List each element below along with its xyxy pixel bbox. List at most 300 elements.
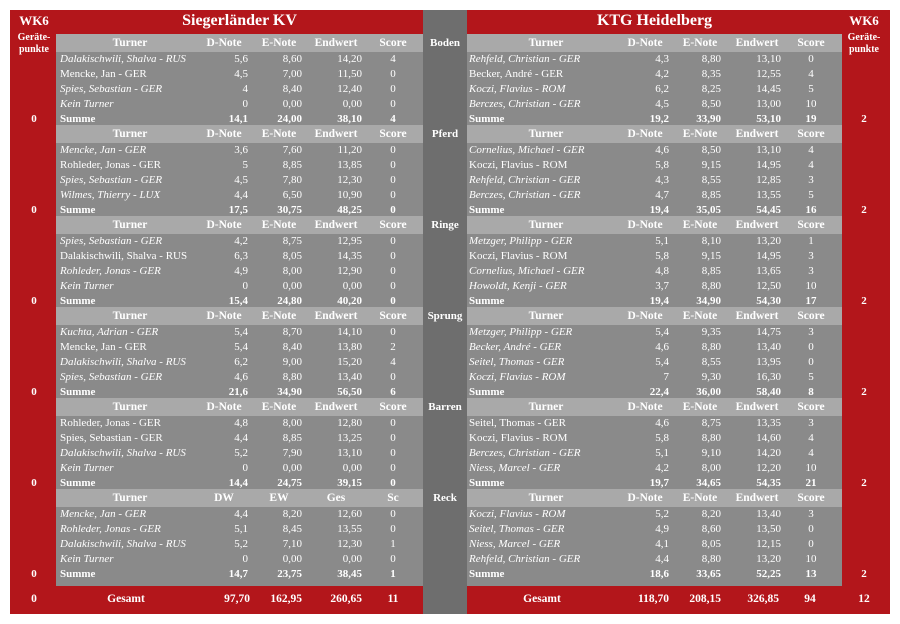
cell-d-note: 5,8 — [655, 432, 669, 444]
away-gymnast-row — [467, 522, 842, 537]
column-header-score: Score — [797, 219, 825, 231]
cell-e-note: 8,50 — [701, 144, 721, 156]
cell-endwert: 14,60 — [756, 432, 781, 444]
cell-e-note: 8,85 — [282, 159, 302, 171]
home-total-endwert: 260,65 — [330, 593, 362, 605]
home-sum-row — [56, 567, 423, 582]
column-header-turner: Turner — [112, 310, 148, 322]
sum-endwert: 40,20 — [337, 295, 362, 307]
cell-endwert: 11,20 — [337, 144, 362, 156]
cell-e-note: 8,80 — [701, 280, 721, 292]
sum-label: Summe — [469, 113, 505, 125]
cell-endwert: 12,90 — [337, 265, 362, 277]
gymnast-name: Kein Turner — [60, 553, 114, 565]
cell-score: 4 — [808, 447, 814, 459]
home-gymnast-row — [56, 158, 423, 173]
gymnast-name: Rohleder, Jonas - GER — [60, 159, 161, 171]
sum-endwert: 53,10 — [756, 113, 781, 125]
sum-score: 21 — [805, 477, 817, 489]
sum-e-note: 35,05 — [696, 204, 721, 216]
column-header-e-note: E-Note — [682, 492, 718, 504]
gymnast-name: Koczi, Flavius - ROM — [469, 250, 568, 262]
cell-d-note: 4,4 — [234, 189, 248, 201]
cell-endwert: 0,00 — [342, 280, 362, 292]
away-geraetepunkte-value: 2 — [861, 204, 867, 216]
cell-endwert: 13,55 — [756, 189, 781, 201]
cell-e-note: 8,10 — [701, 235, 721, 247]
cell-endwert: 13,65 — [756, 265, 781, 277]
cell-score: 3 — [808, 250, 814, 262]
column-header-d-note: D-Note — [206, 401, 242, 413]
gymnast-name: Berczes, Christian - GER — [469, 447, 581, 459]
cell-e-note: 0,00 — [282, 98, 302, 110]
away-wk-label: WK6 — [849, 13, 879, 28]
away-sum-row — [467, 567, 842, 582]
sum-d-note: 18,6 — [649, 568, 669, 580]
gymnast-name: Rehfeld, Christian - GER — [469, 553, 581, 565]
gymnast-name: Howoldt, Kenji - GER — [469, 280, 567, 292]
gymnast-name: Dalakischwili, Shalva - RUS — [60, 356, 186, 368]
cell-score: 4 — [808, 432, 814, 444]
cell-endwert: 14,35 — [337, 250, 362, 262]
sum-score: 0 — [390, 295, 396, 307]
cell-e-note: 8,85 — [282, 432, 302, 444]
home-geraetepunkte-value: 0 — [31, 295, 37, 307]
away-table-header — [467, 489, 842, 507]
sum-label: Summe — [469, 295, 505, 307]
away-table-header — [467, 125, 842, 143]
column-header-e-note: E-Note — [261, 310, 297, 322]
cell-endwert: 16,30 — [756, 371, 781, 383]
cell-endwert: 13,10 — [756, 53, 781, 65]
column-header-turner: Turner — [528, 37, 564, 49]
cell-score: 5 — [808, 83, 814, 95]
home-gymnast-row — [56, 552, 423, 567]
cell-endwert: 13,20 — [756, 553, 781, 565]
gymnast-name: Rohleder, Jonas - GER — [60, 417, 161, 429]
cell-e-note: 8,20 — [701, 508, 721, 520]
cell-e-note: 8,00 — [282, 417, 302, 429]
cell-score: 0 — [390, 432, 396, 444]
cell-endwert: 13,20 — [756, 235, 781, 247]
cell-score: 2 — [390, 341, 396, 353]
home-geraetepunkte-value: 0 — [31, 204, 37, 216]
sum-label: Summe — [60, 386, 96, 398]
gymnast-name: Niess, Marcel - GER — [469, 462, 561, 474]
cell-endwert: 14,20 — [337, 53, 362, 65]
cell-d-note: 4,6 — [655, 341, 669, 353]
home-gymnast-row — [56, 431, 423, 446]
cell-d-note: 4,2 — [655, 462, 669, 474]
cell-score: 3 — [808, 265, 814, 277]
gymnast-name: Rehfeld, Christian - GER — [469, 53, 581, 65]
cell-d-note: 5 — [242, 159, 248, 171]
away-geraetepunkte-value: 2 — [861, 295, 867, 307]
sum-e-note: 24,75 — [277, 477, 302, 489]
home-gymnast-row — [56, 67, 423, 82]
apparatus-label: Barren — [428, 401, 462, 413]
cell-e-note: 8,80 — [701, 553, 721, 565]
cell-d-note: 5,4 — [234, 326, 248, 338]
home-gymnast-row — [56, 446, 423, 461]
away-gymnast-row — [467, 67, 842, 82]
gymnast-name: Koczi, Flavius - ROM — [469, 371, 566, 383]
away-gymnast-row — [467, 370, 842, 385]
cell-e-note: 8,40 — [282, 341, 302, 353]
cell-d-note: 6,2 — [655, 83, 669, 95]
column-header-endwert: Endwert — [735, 492, 779, 504]
cell-endwert: 13,55 — [337, 523, 362, 535]
gymnast-name: Spies, Sebastian - GER — [60, 371, 163, 383]
sum-score: 0 — [390, 204, 396, 216]
cell-d-note: 3,6 — [234, 144, 248, 156]
cell-score: 0 — [390, 83, 396, 95]
cell-d-note: 6,2 — [234, 356, 248, 368]
cell-endwert: 13,00 — [756, 98, 781, 110]
cell-score: 4 — [808, 159, 814, 171]
column-header-d-note: DW — [214, 492, 234, 504]
home-gymnast-row — [56, 537, 423, 552]
cell-e-note: 8,75 — [701, 417, 721, 429]
cell-d-note: 4,8 — [655, 265, 669, 277]
sum-label: Summe — [60, 295, 96, 307]
sum-score: 19 — [805, 113, 817, 125]
cell-d-note: 4,6 — [655, 417, 669, 429]
cell-endwert: 0,00 — [342, 462, 362, 474]
home-gymnast-row — [56, 82, 423, 97]
cell-score: 0 — [390, 265, 396, 277]
column-header-turner: Turner — [528, 219, 564, 231]
cell-e-note: 8,75 — [282, 235, 302, 247]
away-gymnast-row — [467, 264, 842, 279]
column-header-endwert: Endwert — [314, 128, 358, 140]
home-score-panel — [56, 34, 423, 586]
column-header-turner: Turner — [528, 310, 564, 322]
cell-endwert: 11,50 — [337, 68, 362, 80]
cell-e-note: 8,35 — [701, 68, 721, 80]
cell-score: 4 — [808, 68, 814, 80]
cell-d-note: 3,7 — [655, 280, 669, 292]
cell-e-note: 9,10 — [701, 447, 721, 459]
cell-e-note: 8,85 — [701, 265, 721, 277]
home-gymnast-row — [56, 279, 423, 294]
cell-d-note: 4,9 — [655, 523, 669, 535]
cell-d-note: 4,1 — [655, 538, 669, 550]
home-geraetepunkte-value: 0 — [31, 113, 37, 125]
cell-endwert: 12,40 — [337, 83, 362, 95]
home-gymnast-row — [56, 461, 423, 476]
sum-e-note: 23,75 — [277, 568, 302, 580]
home-table-header — [56, 216, 423, 234]
column-header-turner: Turner — [112, 492, 148, 504]
away-gymnast-row — [467, 249, 842, 264]
cell-d-note: 0 — [242, 553, 248, 565]
column-header-turner: Turner — [528, 492, 564, 504]
cell-d-note: 5,4 — [234, 341, 248, 353]
cell-score: 0 — [808, 53, 814, 65]
apparatus-label: Ringe — [431, 219, 459, 231]
sum-d-note: 19,4 — [649, 295, 669, 307]
column-header-d-note: D-Note — [627, 401, 663, 413]
sum-e-note: 34,90 — [277, 386, 302, 398]
column-header-endwert: Endwert — [314, 219, 358, 231]
cell-score: 0 — [390, 250, 396, 262]
away-score-panel — [467, 34, 842, 586]
cell-e-note: 7,10 — [282, 538, 302, 550]
away-gymnast-row — [467, 431, 842, 446]
cell-e-note: 8,70 — [282, 326, 302, 338]
away-gymnast-row — [467, 279, 842, 294]
sum-endwert: 38,10 — [337, 113, 362, 125]
away-gymnast-row — [467, 416, 842, 431]
apparatus-label: Pferd — [431, 128, 459, 140]
cell-e-note: 8,80 — [701, 341, 721, 353]
cell-d-note: 5,1 — [655, 235, 669, 247]
column-header-e-note: E-Note — [682, 401, 718, 413]
cell-e-note: 8,05 — [701, 538, 721, 550]
home-gymnast-row — [56, 416, 423, 431]
column-header-e-note: E-Note — [261, 219, 297, 231]
away-gymnast-row — [467, 340, 842, 355]
home-gymnast-row — [56, 325, 423, 340]
cell-score: 0 — [390, 280, 396, 292]
away-gymnast-row — [467, 188, 842, 203]
column-header-score: Score — [379, 128, 407, 140]
cell-endwert: 12,80 — [337, 417, 362, 429]
cell-endwert: 14,95 — [756, 159, 781, 171]
cell-d-note: 0 — [242, 462, 248, 474]
gymnast-name: Koczi, Flavius - ROM — [469, 83, 566, 95]
cell-d-note: 4,7 — [655, 189, 669, 201]
cell-e-note: 8,80 — [701, 53, 721, 65]
cell-endwert: 12,85 — [756, 174, 781, 186]
column-header-e-note: EW — [269, 492, 289, 504]
column-header-e-note: E-Note — [261, 401, 297, 413]
cell-e-note: 9,15 — [701, 250, 721, 262]
cell-d-note: 5,8 — [655, 159, 669, 171]
cell-d-note: 5,4 — [655, 326, 669, 338]
column-header-d-note: D-Note — [206, 219, 242, 231]
cell-endwert: 13,10 — [756, 144, 781, 156]
column-header-score: Score — [797, 401, 825, 413]
cell-endwert: 10,90 — [337, 189, 362, 201]
cell-e-note: 7,60 — [282, 144, 302, 156]
home-geraetepunkte-value: 0 — [31, 568, 37, 580]
gymnast-name: Wilmes, Thierry - LUX — [60, 189, 161, 201]
sum-d-note: 17,5 — [228, 204, 248, 216]
away-gymnast-row — [467, 52, 842, 67]
home-table-header — [56, 307, 423, 325]
cell-score: 0 — [390, 159, 396, 171]
home-gymnast-row — [56, 97, 423, 112]
sum-label: Summe — [469, 568, 505, 580]
sum-endwert: 58,40 — [756, 386, 781, 398]
gymnast-name: Seitel, Thomas - GER — [469, 417, 566, 429]
column-header-endwert: Endwert — [735, 310, 779, 322]
column-header-d-note: D-Note — [627, 310, 663, 322]
cell-score: 0 — [390, 189, 396, 201]
cell-e-note: 0,00 — [282, 462, 302, 474]
cell-score: 4 — [390, 356, 396, 368]
cell-e-note: 8,60 — [701, 523, 721, 535]
cell-e-note: 9,35 — [701, 326, 721, 338]
sum-d-note: 19,2 — [649, 113, 669, 125]
cell-d-note: 4,8 — [234, 417, 248, 429]
sum-label: Summe — [60, 113, 96, 125]
column-header-score: Score — [797, 310, 825, 322]
away-gymnast-row — [467, 446, 842, 461]
cell-e-note: 0,00 — [282, 553, 302, 565]
away-gymnast-row — [467, 158, 842, 173]
sum-d-note: 19,4 — [649, 204, 669, 216]
sum-label: Summe — [60, 568, 96, 580]
cell-score: 4 — [390, 53, 396, 65]
away-total-endwert: 326,85 — [747, 593, 779, 605]
cell-score: 0 — [808, 523, 814, 535]
cell-e-note: 8,80 — [701, 432, 721, 444]
sum-d-note: 15,4 — [228, 295, 248, 307]
away-gymnast-row — [467, 97, 842, 112]
cell-score: 1 — [390, 538, 396, 550]
away-table-header — [467, 307, 842, 325]
sum-e-note: 24,80 — [277, 295, 302, 307]
column-header-endwert: Endwert — [735, 128, 779, 140]
home-gymnast-row — [56, 173, 423, 188]
gymnast-name: Dalakischwili, Shalva - RUS — [60, 53, 186, 65]
column-header-endwert: Endwert — [314, 37, 358, 49]
cell-d-note: 4,5 — [234, 68, 248, 80]
column-header-endwert: Endwert — [735, 219, 779, 231]
gymnast-name: Spies, Sebastian - GER — [60, 235, 163, 247]
away-gymnast-row — [467, 234, 842, 249]
column-header-e-note: E-Note — [682, 310, 718, 322]
column-header-turner: Turner — [112, 128, 148, 140]
sum-score: 6 — [390, 386, 396, 398]
column-header-e-note: E-Note — [682, 128, 718, 140]
column-header-score: Score — [797, 37, 825, 49]
cell-d-note: 4,4 — [234, 508, 248, 520]
cell-score: 10 — [805, 462, 817, 474]
sum-e-note: 34,65 — [696, 477, 721, 489]
gymnast-name: Koczi, Flavius - ROM — [469, 508, 566, 520]
cell-endwert: 14,10 — [337, 326, 362, 338]
away-table-header — [467, 216, 842, 234]
sum-d-note: 14,4 — [228, 477, 248, 489]
cell-d-note: 5,1 — [234, 523, 248, 535]
cell-e-note: 8,50 — [701, 98, 721, 110]
cell-score: 0 — [390, 371, 396, 383]
cell-e-note: 8,45 — [282, 523, 302, 535]
sum-label: Summe — [469, 477, 505, 489]
cell-e-note: 8,00 — [282, 265, 302, 277]
cell-score: 10 — [805, 98, 817, 110]
cell-endwert: 12,15 — [756, 538, 781, 550]
gymnast-name: Spies, Sebastian - GER — [60, 432, 163, 444]
cell-endwert: 13,40 — [337, 371, 362, 383]
cell-endwert: 14,95 — [756, 250, 781, 262]
away-gymnast-row — [467, 507, 842, 522]
sum-score: 4 — [390, 113, 396, 125]
cell-d-note: 4,2 — [234, 235, 248, 247]
cell-d-note: 4,3 — [655, 53, 669, 65]
cell-score: 0 — [390, 326, 396, 338]
column-header-endwert: Endwert — [314, 310, 358, 322]
sum-endwert: 54,35 — [756, 477, 781, 489]
gymnast-name: Rohleder, Jonas - GER — [60, 265, 161, 277]
home-total-points: 0 — [31, 593, 37, 605]
cell-d-note: 4,4 — [655, 553, 669, 565]
apparatus-label: Boden — [430, 37, 460, 49]
away-geraetepunkte-value: 2 — [861, 113, 867, 125]
home-total-d: 97,70 — [224, 593, 250, 605]
cell-endwert: 14,20 — [756, 447, 781, 459]
sum-label: Summe — [60, 204, 96, 216]
away-total-score: 94 — [804, 593, 816, 605]
gymnast-name: Dalakischwili, Shalva - RUS — [60, 447, 186, 459]
cell-score: 0 — [390, 447, 396, 459]
column-header-turner: Turner — [112, 219, 148, 231]
sum-label: Summe — [469, 204, 505, 216]
column-header-e-note: E-Note — [682, 37, 718, 49]
home-table-header — [56, 489, 423, 507]
cell-score: 0 — [390, 508, 396, 520]
cell-d-note: 0 — [242, 98, 248, 110]
cell-d-note: 4,2 — [655, 68, 669, 80]
cell-endwert: 12,50 — [756, 280, 781, 292]
home-geraetepunkte-value: 0 — [31, 477, 37, 489]
cell-d-note: 0 — [242, 280, 248, 292]
cell-score: 5 — [808, 371, 814, 383]
sum-score: 0 — [390, 477, 396, 489]
cell-endwert: 12,55 — [756, 68, 781, 80]
gymnast-name: Rehfeld, Christian - GER — [469, 174, 581, 186]
home-gymnast-row — [56, 340, 423, 355]
home-table-header — [56, 398, 423, 416]
cell-d-note: 5,8 — [655, 250, 669, 262]
cell-score: 0 — [390, 98, 396, 110]
home-gymnast-row — [56, 234, 423, 249]
home-gymnast-row — [56, 355, 423, 370]
cell-e-note: 8,40 — [282, 83, 302, 95]
away-geraetepunkte-value: 2 — [861, 386, 867, 398]
cell-e-note: 8,25 — [701, 83, 721, 95]
sum-endwert: 54,30 — [756, 295, 781, 307]
gymnast-name: Kein Turner — [60, 98, 114, 110]
gymnast-name: Mencke, Jan - GER — [60, 68, 147, 80]
home-gymnast-row — [56, 370, 423, 385]
cell-score: 0 — [390, 553, 396, 565]
away-total-points: 12 — [858, 593, 870, 605]
sum-e-note: 24,00 — [277, 113, 302, 125]
away-gymnast-row — [467, 355, 842, 370]
sum-endwert: 48,25 — [337, 204, 362, 216]
sum-e-note: 36,00 — [696, 386, 721, 398]
cell-e-note: 7,00 — [282, 68, 302, 80]
gymnast-name: Mencke, Jan - GER — [60, 508, 147, 520]
cell-e-note: 8,80 — [282, 371, 302, 383]
column-header-endwert: Ges — [326, 492, 346, 504]
sum-e-note: 33,65 — [696, 568, 721, 580]
gymnast-name: Kein Turner — [60, 280, 114, 292]
cell-endwert: 13,25 — [337, 432, 362, 444]
cell-endwert: 13,40 — [756, 508, 781, 520]
sum-endwert: 38,45 — [337, 568, 362, 580]
cell-e-note: 9,15 — [701, 159, 721, 171]
away-total-label: Gesamt — [523, 593, 561, 605]
home-gymnast-row — [56, 52, 423, 67]
sum-label: Summe — [60, 477, 96, 489]
cell-e-note: 8,60 — [282, 53, 302, 65]
